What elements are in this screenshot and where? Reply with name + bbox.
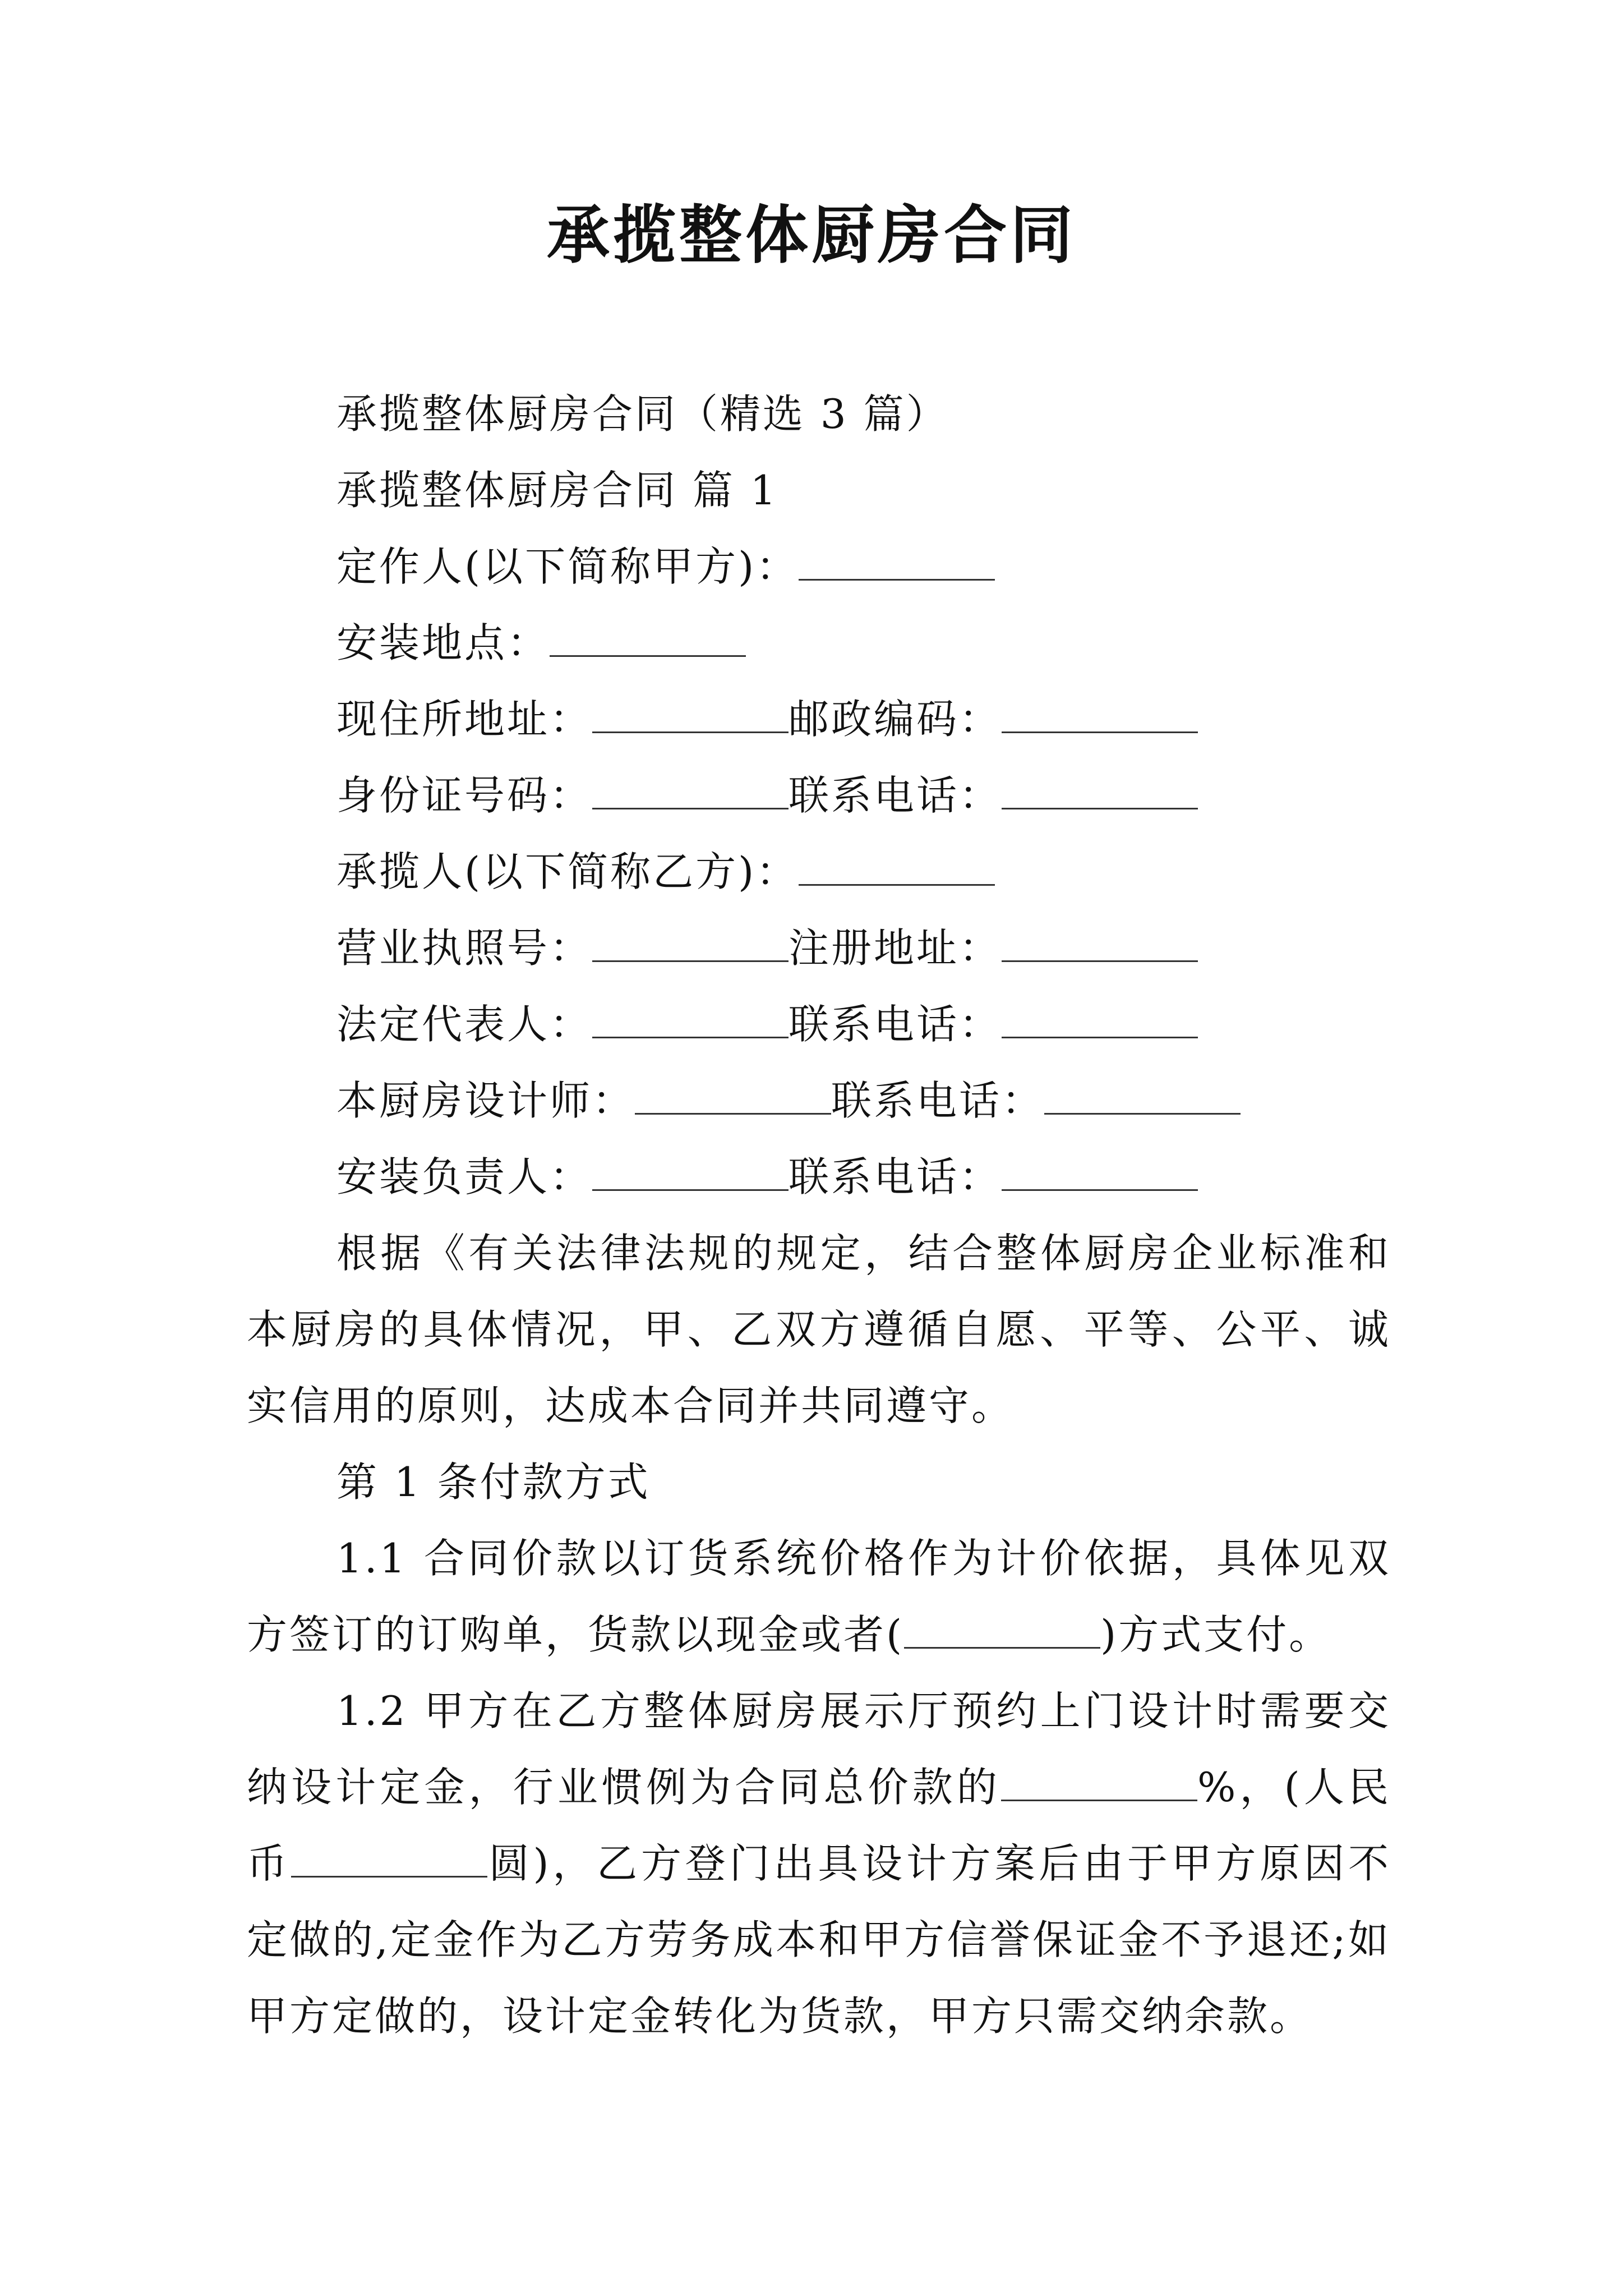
- install-lead-blank: [592, 1156, 789, 1191]
- payment-method-blank: [904, 1613, 1100, 1649]
- install-site-label: 安装地点：: [336, 619, 550, 666]
- id-number-label: 身份证号码：: [336, 772, 593, 819]
- install-lead-label: 安装负责人：: [336, 1153, 593, 1200]
- id-number-blank: [592, 774, 789, 809]
- license-label: 营业执照号：: [336, 924, 593, 972]
- customer-label: 定作人(以下简称甲方)：: [336, 543, 799, 590]
- postal-code-label: 邮政编码：: [789, 696, 1002, 743]
- address-row: [247, 681, 1391, 757]
- designer-blank: [635, 1079, 831, 1115]
- phone-blank: [1002, 774, 1198, 809]
- legal-rep-blank: [592, 1003, 789, 1038]
- contractor-blank: [799, 850, 995, 886]
- designer-label: 本厨房设计师：: [336, 1077, 635, 1124]
- contractor-label: 承揽人(以下简称乙方)：: [336, 848, 799, 895]
- deposit-amount-blank: [291, 1842, 487, 1878]
- clause-1-1-text-start: 1.1 合同价款以订货系统价格作为计价依据，具体见双方签订的订购单，货款以现金或者(: [247, 1535, 1391, 1658]
- install-site-row: [247, 605, 1391, 681]
- address-label: 现住所地址：: [336, 696, 593, 743]
- section-heading: 承揽整体厨房合同 篇 1: [336, 467, 778, 514]
- address-blank: [592, 698, 789, 733]
- customer-field-row: [247, 528, 1391, 605]
- legal-rep-label: 法定代表人：: [336, 1001, 593, 1048]
- intro-paragraph: 根据《有关法律法规的规定，结合整体厨房企业标准和本厨房的具体情况，甲、乙双方遵循自愿、平等、公平、诚实信用的原则，达成本合同并共同遵守。: [247, 1230, 1391, 1429]
- reg-address-label: 注册地址：: [789, 924, 1002, 972]
- phone-label: 联系电话：: [789, 1153, 1002, 1200]
- license-row: [247, 910, 1391, 986]
- clause-1-1-text-end: )方式支付。: [1100, 1611, 1332, 1658]
- designer-row: [247, 1062, 1391, 1139]
- clause-1-2-text-2: %，(人民币: [247, 1764, 1391, 1887]
- document-body: [247, 376, 1391, 2054]
- deposit-percent-blank: [1001, 1766, 1197, 1801]
- legal-rep-row: [247, 986, 1391, 1062]
- license-blank: [592, 927, 789, 962]
- customer-blank: [799, 545, 995, 581]
- phone-label: 联系电话：: [789, 772, 1002, 819]
- phone-blank: [1044, 1079, 1241, 1115]
- phone-label: 联系电话：: [789, 1001, 1002, 1048]
- postal-code-blank: [1002, 698, 1198, 733]
- reg-address-blank: [1002, 927, 1198, 962]
- install-lead-row: [247, 1139, 1391, 1215]
- clause-1-2-text-3: 圆)，乙方登门出具设计方案后由于甲方原因不定做的,定金作为乙方劳务成本和甲方信誉保证金不予退还;如甲方定做的，设计定金转化为货款，甲方只需交纳余款。: [247, 1840, 1391, 2040]
- phone-blank: [1002, 1156, 1198, 1191]
- clause-1-1: [247, 1520, 1391, 1673]
- clause-1-2-text-1: 1.2 甲方在乙方整体厨房展示厅预约上门设计时需要交纳设计定金，行业惯例为合同总价款的: [247, 1687, 1391, 1811]
- phone-blank: [1002, 1003, 1198, 1038]
- install-site-blank: [550, 622, 746, 657]
- article-heading: 第 1 条付款方式: [336, 1458, 651, 1506]
- clause-1-2: [247, 1673, 1391, 2054]
- contractor-field-row: [247, 834, 1391, 910]
- phone-label: 联系电话：: [831, 1077, 1045, 1124]
- subtitle-line: 承揽整体厨房合同（精选 3 篇）: [336, 390, 949, 438]
- id-number-row: [247, 757, 1391, 834]
- document-title: 承揽整体厨房合同: [547, 199, 1076, 272]
